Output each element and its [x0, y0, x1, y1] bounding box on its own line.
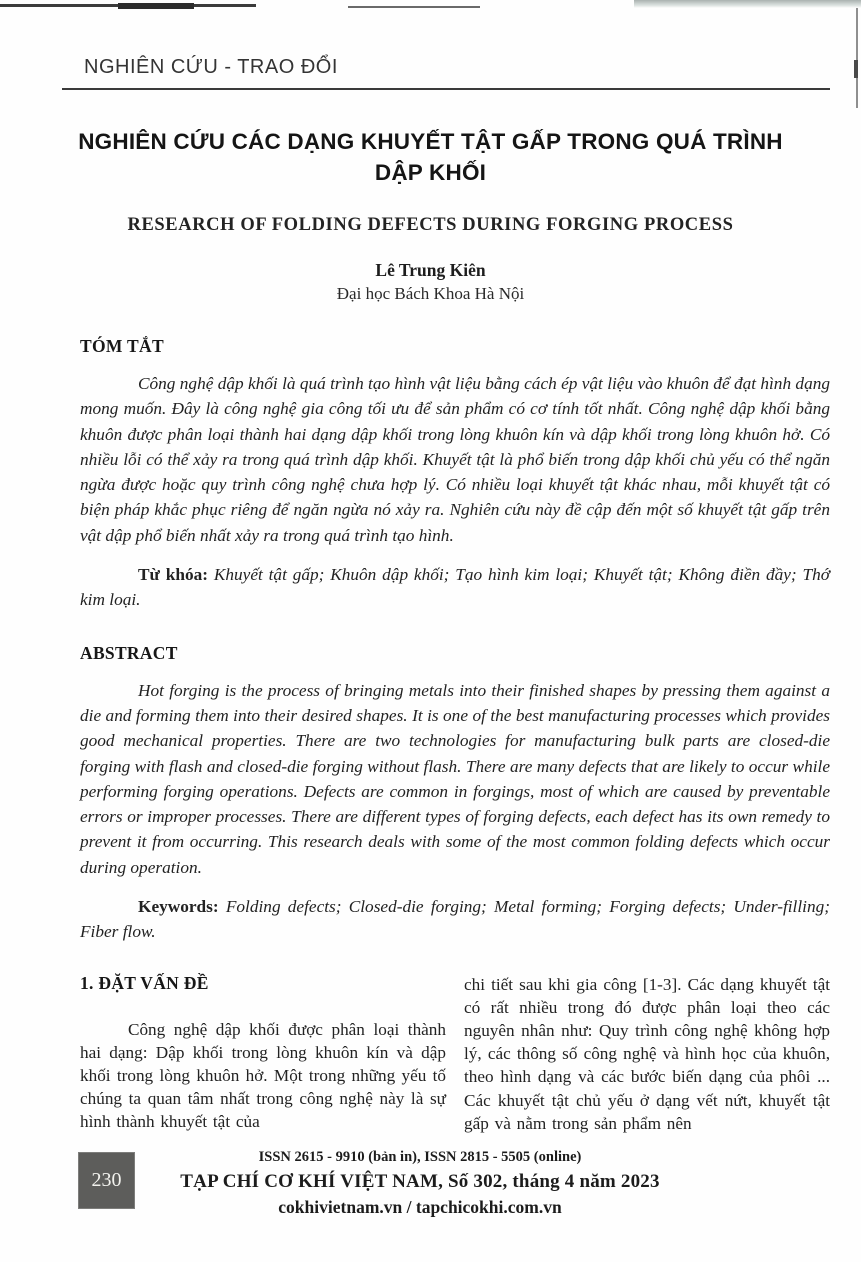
tomtat-heading: TÓM TẮT — [80, 336, 164, 356]
abstract-keywords — [80, 894, 830, 945]
abstract-keywords-label: Keywords: — [138, 897, 219, 917]
footer-text — [150, 1146, 690, 1220]
page-number-badge: 230 — [78, 1152, 135, 1209]
tomtat-keywords-label: Từ khóa: — [138, 565, 208, 585]
header-section-label: NGHIÊN CỨU - TRAO ĐỔI — [84, 56, 338, 78]
footer-issn: ISSN 2615 - 9910 (bản in), ISSN 2815 - 5505 (online) — [258, 1149, 582, 1165]
footer-journal: TẠP CHÍ CƠ KHÍ VIỆT NAM, Số 302, tháng 4 năm 2023 — [180, 1171, 660, 1192]
author-affiliation: Đại học Bách Khoa Hà Nội — [336, 284, 525, 303]
abstract-keywords-text: Folding defects; Closed-die forging; Metal forming; Forging defects; Under-filling; Fiber flow. — [80, 897, 831, 942]
tomtat-keywords — [80, 562, 830, 613]
scan-artifact-right-line — [856, 8, 858, 108]
scan-artifact-right-mark — [854, 60, 858, 78]
header-rule — [62, 88, 830, 90]
article-title-vi: NGHIÊN CỨU CÁC DẠNG KHUYẾT TẬT GẤP TRONG QUÁ TRÌNH DẬP KHỐI — [78, 129, 783, 185]
section1-paragraph-left: Công nghệ dập khối được phân loại thành hai dạng: Dập khối trong lòng khuôn kín và dập khối trong lòng khuôn hở. Một trong những yếu tố chúng ta quan tâm nhất trong công nghệ này là sự hình thành khuyết tật của — [80, 1019, 446, 1132]
footer-websites: cokhivietnam.vn / tapchicokhi.com.vn — [278, 1197, 562, 1217]
scan-artifact-top-line-2 — [348, 6, 480, 8]
author-block — [0, 258, 861, 306]
section1-heading: 1. ĐẶT VẤN ĐỀ — [80, 972, 209, 993]
abstract-body: Hot forging is the process of bringing metals into their finished shapes by pressing them against a die and forming them into their desired shapes. It is one of the best manufacturing processes which provides good mechanical properties. There are two technologies for manufacturing bulk parts are closed-die forging with flash and closed-die forging without flash. There are many defects that are likely to occur while performing forging operations. Defects are common in forgings, most of which are caused by preventable errors or improper processes. There are different types of forging defects, each defect has its own remedy to prevent it from occurring. This research deals with some of the most common folding defects which occur during operation. — [80, 680, 830, 877]
article-title-en: RESEARCH OF FOLDING DEFECTS DURING FORGING PROCESS — [127, 215, 734, 235]
section1-columns — [80, 973, 830, 1135]
abstract-heading: ABSTRACT — [80, 642, 178, 663]
section1-column-right — [464, 973, 830, 1135]
tomtat-body: Công nghệ dập khối là quá trình tạo hình vật liệu bằng cách ép vật liệu vào khuôn để đạt hình dạng mong muốn. Đây là công nghệ gia công tối ưu để sản phẩm có cơ tính tốt nhất. Công nghệ dập khối bằng khuôn được phân loại thành hai dạng dập khối trong lòng khuôn kín và dập khối trong lòng khuôn hở. Có nhiều lỗi có thể xảy ra trong quá trình dập khối. Khuyết tật là phổ biến trong dập khối chủ yếu có thể ngăn ngừa được hoặc quy trình công nghệ chưa hợp lý. Có nhiều loại khuyết tật khác nhau, mỗi khuyết tật có biện pháp khắc phục riêng để ngăn ngừa nó xảy ra. Nghiên cứu này đề cập đến một số khuyết tật gấp trên vật dập phổ biến nhất xảy ra trong quá trình tạo hình. — [80, 374, 830, 545]
scan-artifact-gray-streak — [634, 0, 861, 8]
tomtat-keywords-text: Khuyết tật gấp; Khuôn dập khối; Tạo hình kim loại; Khuyết tật; Không điền đầy; Thớ kim loại. — [80, 565, 830, 610]
section1-paragraph-right: chi tiết sau khi gia công [1-3]. Các dạng khuyết tật có rất nhiều trong đó được phân loại theo các nguyên nhân như: Quy trình công nghệ không hợp lý, các thông số công nghệ và hình học của khuôn, theo hình dạng và các bước biến dạng của phôi ... Các khuyết tật chủ yếu ở dạng vết nứt, khuyết tật gấp và nằm trong sản phẩm nên — [464, 974, 830, 1133]
scan-artifact-top-line-thick — [118, 3, 194, 9]
author-name: Lê Trung Kiên — [375, 260, 486, 280]
section1-column-left — [80, 973, 446, 1135]
